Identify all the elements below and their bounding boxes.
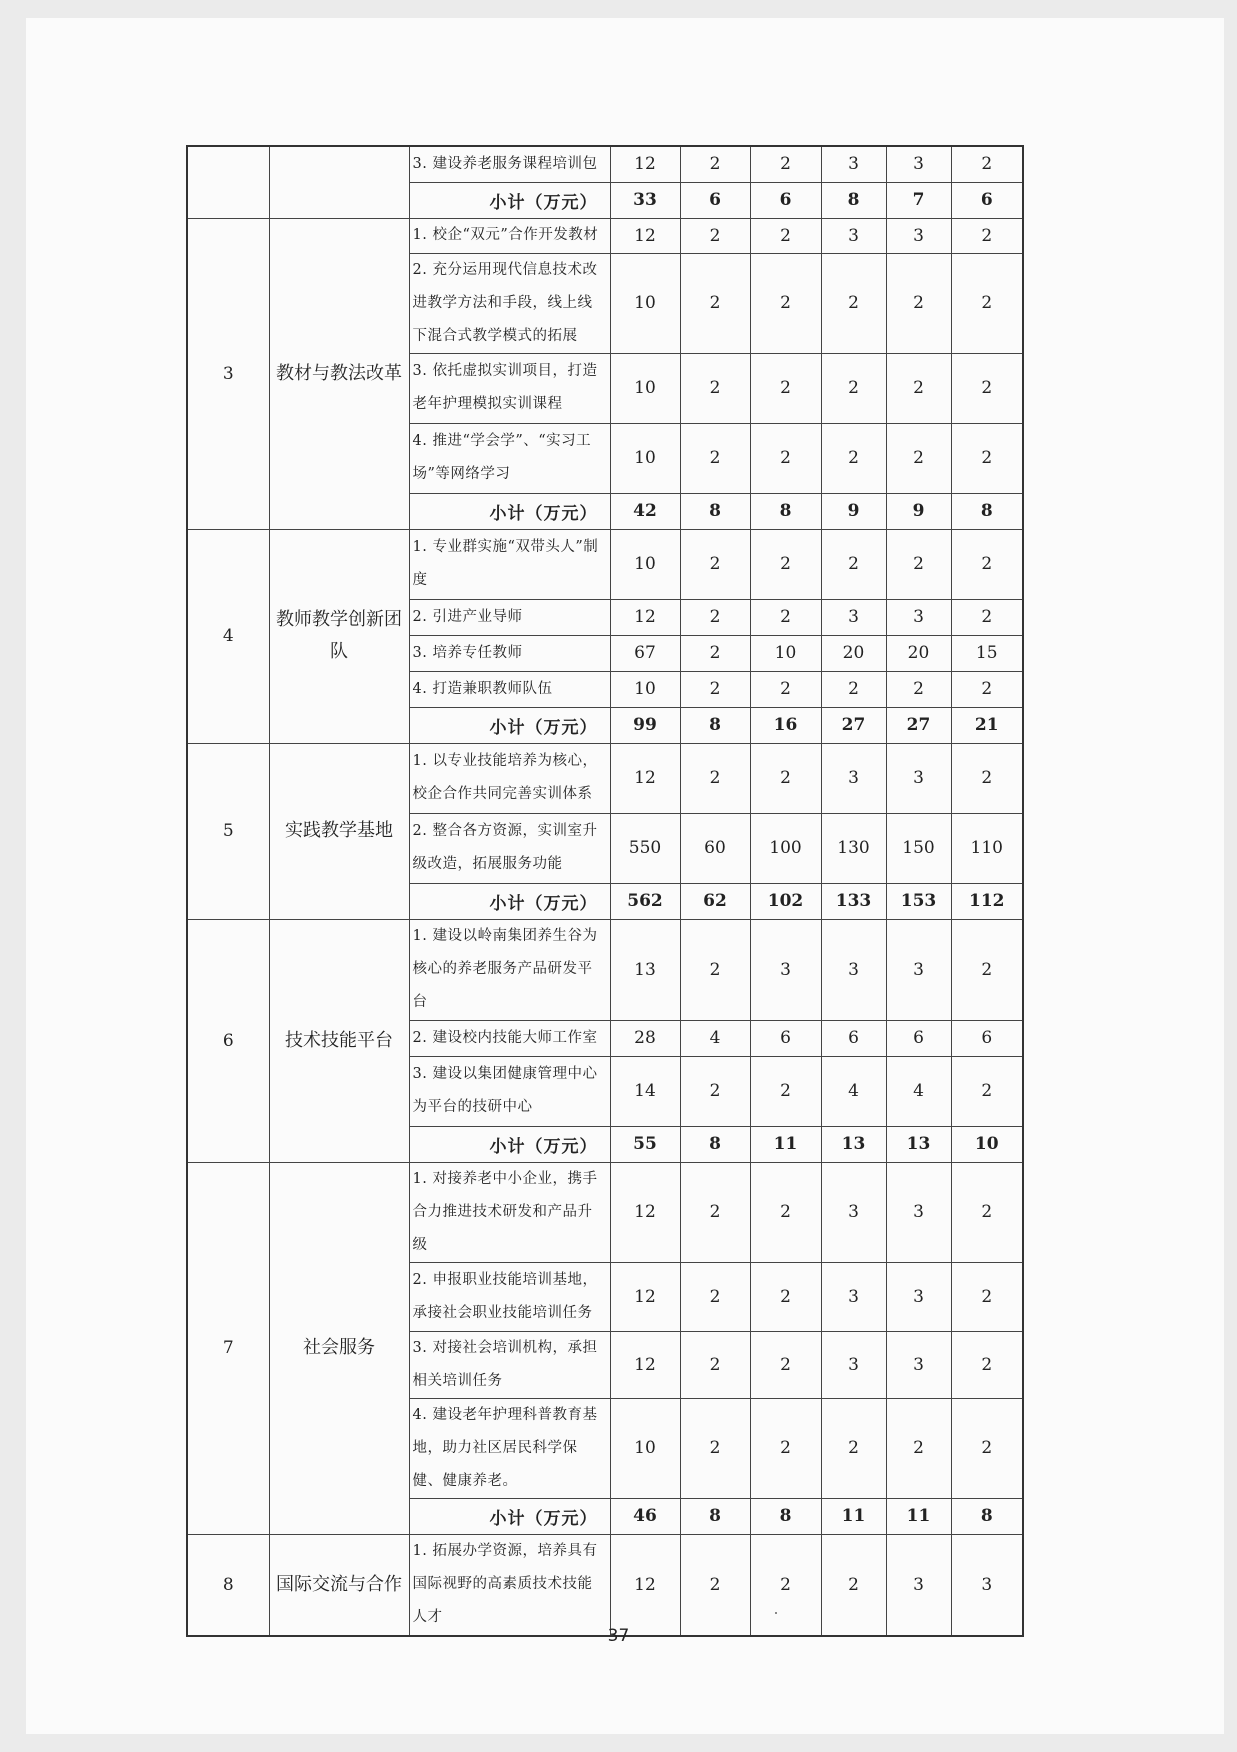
amount-cell: 12 (610, 1162, 680, 1262)
amount-cell: 2 (750, 218, 821, 253)
amount-cell: 12 (610, 146, 680, 182)
amount-cell: 2 (680, 146, 750, 182)
amount-cell: 2 (886, 353, 951, 423)
amount-cell: 2 (680, 1262, 750, 1331)
task-cell: 1. 拓展办学资源，培养具有国际视野的高素质技术技能人才 (409, 1534, 610, 1636)
subtotal-cell: 11 (821, 1498, 886, 1534)
amount-cell: 3 (886, 146, 951, 182)
subtotal-cell: 10 (951, 1126, 1023, 1162)
amount-cell: 2 (750, 423, 821, 493)
table-row (187, 146, 1023, 182)
amount-cell: 2 (821, 253, 886, 353)
amount-cell: 20 (821, 635, 886, 671)
amount-cell: 10 (610, 353, 680, 423)
amount-cell: 3 (886, 743, 951, 813)
amount-cell: 2 (750, 1534, 821, 1636)
amount-cell: 10 (610, 253, 680, 353)
amount-cell: 4 (886, 1056, 951, 1126)
amount-cell: 2 (750, 253, 821, 353)
amount-cell: 3 (821, 743, 886, 813)
subtotal-cell: 8 (680, 707, 750, 743)
subtotal-label: 小计（万元） (409, 707, 610, 743)
item-number-cell (187, 146, 269, 218)
amount-cell: 2 (886, 529, 951, 599)
amount-cell: 10 (750, 635, 821, 671)
table-body (187, 146, 1023, 1636)
task-cell: 2. 申报职业技能培训基地，承接社会职业技能培训任务 (409, 1262, 610, 1331)
table-row (187, 529, 1023, 599)
subtotal-cell: 33 (610, 182, 680, 218)
subtotal-cell: 8 (680, 1126, 750, 1162)
amount-cell: 2 (821, 423, 886, 493)
amount-cell: 2 (951, 599, 1023, 635)
subtotal-cell: 133 (821, 883, 886, 919)
amount-cell: 2 (951, 1056, 1023, 1126)
item-number-cell: 5 (187, 743, 269, 919)
subtotal-label: 小计（万元） (409, 493, 610, 529)
amount-cell: 2 (951, 529, 1023, 599)
subtotal-cell: 153 (886, 883, 951, 919)
subtotal-cell: 6 (680, 182, 750, 218)
amount-cell: 28 (610, 1020, 680, 1056)
project-name-cell: 教师教学创新团队 (269, 529, 409, 743)
amount-cell: 10 (610, 529, 680, 599)
subtotal-cell: 8 (821, 182, 886, 218)
amount-cell: 3 (886, 1262, 951, 1331)
amount-cell: 3 (886, 1534, 951, 1636)
amount-cell: 2 (750, 1331, 821, 1398)
amount-cell: 2 (951, 253, 1023, 353)
amount-cell: 4 (680, 1020, 750, 1056)
amount-cell: 2 (680, 529, 750, 599)
subtotal-label: 小计（万元） (409, 182, 610, 218)
amount-cell: 13 (610, 919, 680, 1020)
amount-cell: 6 (951, 1020, 1023, 1056)
subtotal-cell: 55 (610, 1126, 680, 1162)
item-number-cell: 7 (187, 1162, 269, 1534)
amount-cell: 2 (750, 353, 821, 423)
task-cell: 3. 对接社会培训机构，承担相关培训任务 (409, 1331, 610, 1398)
amount-cell: 20 (886, 635, 951, 671)
subtotal-cell: 62 (680, 883, 750, 919)
amount-cell: 3 (886, 1162, 951, 1262)
amount-cell: 2 (951, 1398, 1023, 1498)
amount-cell: 2 (951, 423, 1023, 493)
subtotal-cell: 42 (610, 493, 680, 529)
amount-cell: 2 (750, 671, 821, 707)
item-number-cell: 3 (187, 218, 269, 529)
table-row (187, 218, 1023, 253)
amount-cell: 3 (951, 1534, 1023, 1636)
project-name-cell: 技术技能平台 (269, 919, 409, 1162)
subtotal-cell: 9 (886, 493, 951, 529)
task-cell: 1. 专业群实施“双带头人”制度 (409, 529, 610, 599)
amount-cell: 2 (951, 1262, 1023, 1331)
amount-cell: 12 (610, 1331, 680, 1398)
project-name-cell: 实践教学基地 (269, 743, 409, 919)
amount-cell: 6 (821, 1020, 886, 1056)
item-number-cell: 4 (187, 529, 269, 743)
task-cell: 4. 建设老年护理科普教育基地，助力社区居民科学保健、健康养老。 (409, 1398, 610, 1498)
amount-cell: 2 (886, 1398, 951, 1498)
amount-cell: 2 (821, 671, 886, 707)
amount-cell: 2 (886, 423, 951, 493)
amount-cell: 2 (951, 919, 1023, 1020)
amount-cell: 2 (886, 671, 951, 707)
budget-table (186, 145, 1024, 1637)
amount-cell: 3 (886, 599, 951, 635)
amount-cell: 2 (750, 599, 821, 635)
amount-cell: 12 (610, 599, 680, 635)
amount-cell: 3 (821, 218, 886, 253)
amount-cell: 2 (821, 529, 886, 599)
amount-cell: 10 (610, 671, 680, 707)
page-number: 37 (607, 1626, 630, 1646)
subtotal-cell: 112 (951, 883, 1023, 919)
project-name-cell (269, 146, 409, 218)
amount-cell: 67 (610, 635, 680, 671)
amount-cell: 2 (680, 1162, 750, 1262)
subtotal-cell: 7 (886, 182, 951, 218)
amount-cell: 2 (750, 529, 821, 599)
amount-cell: 2 (680, 919, 750, 1020)
amount-cell: 2 (951, 146, 1023, 182)
subtotal-cell: 8 (680, 1498, 750, 1534)
amount-cell: 2 (680, 353, 750, 423)
amount-cell: 10 (610, 1398, 680, 1498)
subtotal-cell: 6 (951, 182, 1023, 218)
subtotal-cell: 11 (750, 1126, 821, 1162)
amount-cell: 2 (951, 671, 1023, 707)
task-cell: 2. 引进产业导师 (409, 599, 610, 635)
amount-cell: 2 (680, 599, 750, 635)
subtotal-cell: 99 (610, 707, 680, 743)
subtotal-cell: 27 (821, 707, 886, 743)
amount-cell: 3 (821, 1262, 886, 1331)
amount-cell: 2 (951, 1331, 1023, 1398)
project-name-cell: 国际交流与合作 (269, 1534, 409, 1636)
amount-cell: 2 (821, 1398, 886, 1498)
subtotal-cell: 562 (610, 883, 680, 919)
amount-cell: 3 (886, 1331, 951, 1398)
amount-cell: 2 (750, 743, 821, 813)
amount-cell: 10 (610, 423, 680, 493)
table-row (187, 919, 1023, 1020)
task-cell: 2. 建设校内技能大师工作室 (409, 1020, 610, 1056)
task-cell: 2. 整合各方资源，实训室升级改造，拓展服务功能 (409, 813, 610, 883)
subtotal-label: 小计（万元） (409, 1498, 610, 1534)
task-cell: 4. 打造兼职教师队伍 (409, 671, 610, 707)
amount-cell: 2 (951, 743, 1023, 813)
subtotal-label: 小计（万元） (409, 1126, 610, 1162)
subtotal-label: 小计（万元） (409, 883, 610, 919)
subtotal-cell: 11 (886, 1498, 951, 1534)
subtotal-cell: 8 (951, 493, 1023, 529)
subtotal-cell: 9 (821, 493, 886, 529)
item-number-cell: 8 (187, 1534, 269, 1636)
project-name-cell: 社会服务 (269, 1162, 409, 1534)
amount-cell: 6 (886, 1020, 951, 1056)
amount-cell: 6 (750, 1020, 821, 1056)
amount-cell: 2 (680, 743, 750, 813)
amount-cell: 3 (821, 919, 886, 1020)
amount-cell: 2 (886, 253, 951, 353)
amount-cell: 12 (610, 218, 680, 253)
subtotal-cell: 102 (750, 883, 821, 919)
amount-cell: 110 (951, 813, 1023, 883)
amount-cell: 4 (821, 1056, 886, 1126)
subtotal-cell: 6 (750, 182, 821, 218)
project-name-cell: 教材与教法改革 (269, 218, 409, 529)
amount-cell: 2 (680, 635, 750, 671)
subtotal-cell: 21 (951, 707, 1023, 743)
task-cell: 3. 建设以集团健康管理中心为平台的技研中心 (409, 1056, 610, 1126)
table-row (187, 743, 1023, 813)
task-cell: 1. 以专业技能培养为核心，校企合作共同完善实训体系 (409, 743, 610, 813)
amount-cell: 2 (680, 1398, 750, 1498)
task-cell: 3. 建设养老服务课程培训包 (409, 146, 610, 182)
amount-cell: 2 (680, 1056, 750, 1126)
task-cell: 3. 培养专任教师 (409, 635, 610, 671)
subtotal-cell: 46 (610, 1498, 680, 1534)
amount-cell: 100 (750, 813, 821, 883)
amount-cell: 2 (951, 218, 1023, 253)
amount-cell: 12 (610, 743, 680, 813)
amount-cell: 2 (951, 353, 1023, 423)
table-row (187, 1534, 1023, 1636)
amount-cell: 2 (821, 353, 886, 423)
amount-cell: 15 (951, 635, 1023, 671)
subtotal-cell: 13 (821, 1126, 886, 1162)
subtotal-cell: 16 (750, 707, 821, 743)
task-cell: 3. 依托虚拟实训项目，打造老年护理模拟实训课程 (409, 353, 610, 423)
amount-cell: 3 (821, 146, 886, 182)
task-cell: 2. 充分运用现代信息技术改进教学方法和手段，线上线下混合式教学模式的拓展 (409, 253, 610, 353)
amount-cell: 550 (610, 813, 680, 883)
amount-cell: 3 (821, 1162, 886, 1262)
amount-cell: 130 (821, 813, 886, 883)
amount-cell: 3 (886, 919, 951, 1020)
task-cell: 4. 推进“学会学”、“实习工场”等网络学习 (409, 423, 610, 493)
amount-cell: 3 (886, 218, 951, 253)
amount-cell: 2 (750, 146, 821, 182)
scan-speck (775, 1612, 777, 1614)
amount-cell: 12 (610, 1534, 680, 1636)
subtotal-cell: 8 (951, 1498, 1023, 1534)
amount-cell: 2 (680, 671, 750, 707)
amount-cell: 2 (750, 1162, 821, 1262)
amount-cell: 14 (610, 1056, 680, 1126)
amount-cell: 2 (750, 1056, 821, 1126)
amount-cell: 60 (680, 813, 750, 883)
amount-cell: 2 (750, 1262, 821, 1331)
amount-cell: 3 (821, 599, 886, 635)
subtotal-cell: 27 (886, 707, 951, 743)
task-cell: 1. 对接养老中小企业，携手合力推进技术研发和产品升级 (409, 1162, 610, 1262)
item-number-cell: 6 (187, 919, 269, 1162)
subtotal-cell: 8 (750, 1498, 821, 1534)
amount-cell: 150 (886, 813, 951, 883)
amount-cell: 2 (951, 1162, 1023, 1262)
amount-cell: 2 (821, 1534, 886, 1636)
amount-cell: 2 (680, 423, 750, 493)
subtotal-cell: 8 (680, 493, 750, 529)
task-cell: 1. 建设以岭南集团养生谷为核心的养老服务产品研发平台 (409, 919, 610, 1020)
table-row (187, 1162, 1023, 1262)
amount-cell: 2 (750, 1398, 821, 1498)
amount-cell: 3 (821, 1331, 886, 1398)
subtotal-cell: 13 (886, 1126, 951, 1162)
amount-cell: 2 (680, 253, 750, 353)
task-cell: 1. 校企“双元”合作开发教材 (409, 218, 610, 253)
amount-cell: 3 (750, 919, 821, 1020)
subtotal-cell: 8 (750, 493, 821, 529)
amount-cell: 12 (610, 1262, 680, 1331)
amount-cell: 2 (680, 1331, 750, 1398)
amount-cell: 2 (680, 218, 750, 253)
amount-cell: 2 (680, 1534, 750, 1636)
